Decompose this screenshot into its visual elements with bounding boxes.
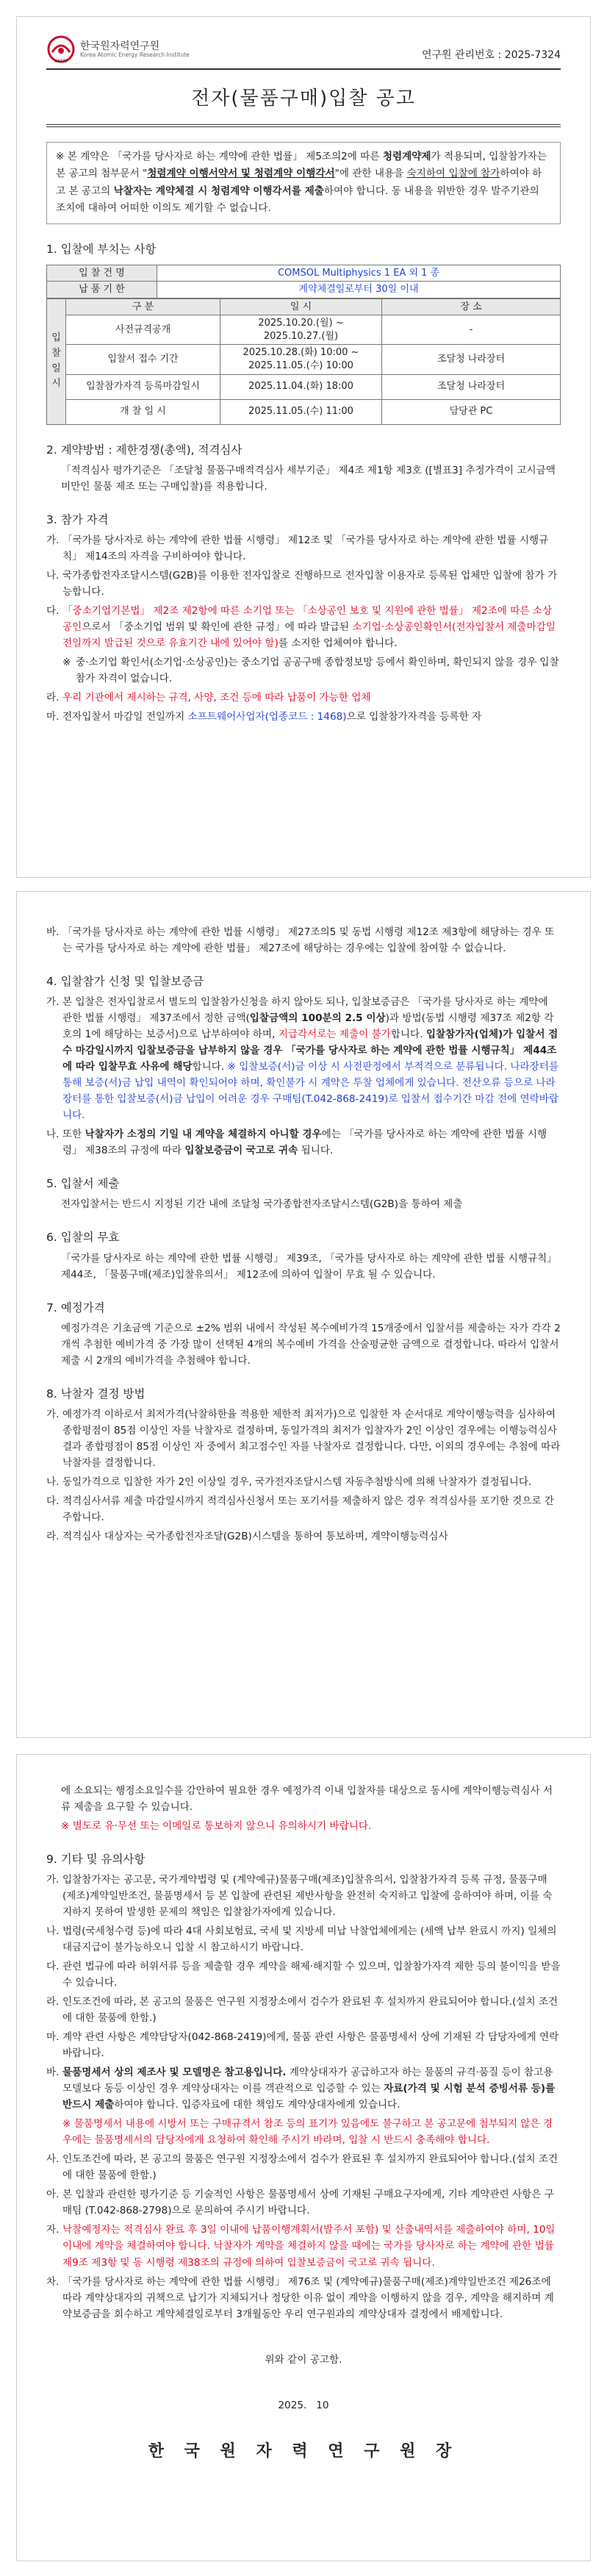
page-header (17, 17, 590, 64)
page-2 (16, 891, 591, 1738)
org-name-en: Korea Atomic Energy Research Institute (80, 51, 190, 58)
list-item: 다. 「중소기업기본법」 제2조 제2항에 따른 소기업 또는 「소상공인 보호 및 지원에 관한 법률」 제2조에 따른 소상공인으로서 「중소기업 범위 및 확인에 관한 규정」에 따라 발급된 소기업·소상공인확인서(전자입찰서 제출마감일 전일까지 발급된 것으로 유효기간 내에 있어야 함)를 소지한 업체여야 합니다. (46, 604, 556, 649)
list-item: 라. 적격심사 대상자는 국가종합전자조달(G2B)시스템을 통하여 통보하며, 계약이행능력심사 (46, 1530, 448, 1542)
svg-text:KAERI: KAERI (54, 59, 68, 64)
section-3-title: 3. 참가 자격 (46, 512, 109, 526)
bid-info-table (46, 265, 561, 298)
announcement-date: 2025. 10 (278, 2399, 329, 2411)
list-item: 바. 물품명세서 상의 제조사 및 모델명은 참고용입니다. 계약상대자가 공급하고자 하는 물품의 규격·품질 등이 참고용 모델보다 동등 이상인 경우 계약상대자는 이를 객관적으로 입증할 수 있는 자료(가격 및 시험 분석 증빙서류 등)를 반드시 제출하여야 합니다. 입증자료에 대한 책임도 계약상대자에게 있습니다. (46, 2067, 556, 2111)
table-row: 개 찰 일 시 2025.11.05.(수) 11:00 담당관 PC (47, 399, 561, 424)
list-item: 다. 적격심사서류 제출 마감일시까지 적격심사신청서 또는 포기서를 제출하지 않은 경우 적격심사를 포기한 것으로 간주합니다. (46, 1495, 555, 1523)
list-item: 마. 계약 관련 사항은 계약담당자(042-868-2419)에게, 물품 관련 사항은 물품명세서 상에 기재된 각 담당자에게 연락 바랍니다. (46, 2031, 559, 2060)
table-row: 입찰서 접수 기간 2025.10.28.(화) 10:00 ~ 2025.11.05.(수) 10:00 조달청 나라장터 (47, 345, 561, 374)
note-item: ※ 중·소기업 확인서(소기업·소상공인)는 중소기업 공공구매 종합정보망 등에서 확인하며, 확인되지 않을 경우 입찰 참가 자격이 없습니다. (62, 656, 559, 684)
title-divider (46, 124, 561, 127)
list-item: 사. 인도조건에 따라, 본 공고의 물품은 연구원 지정장소에서 검수가 완료된 후 설치까지 완료되어야 합니다.(설치 조건에 대한 물품에 한함.) (46, 2153, 558, 2182)
table-row: 입 찰 일 시 구 분 일 시 장 소 (47, 298, 561, 315)
list-item: 나. 동일가격으로 입찰한 자가 2인 이상일 경우, 국가전자조달시스템 자동추첨방식에 의해 낙찰자가 결정됩니다. (46, 1475, 532, 1488)
section-7-title: 7. 예정가격 (46, 1300, 105, 1314)
schedule-table (46, 298, 561, 425)
section-7-body: 예정가격은 기초금액 기준으로 ±2% 범위 내에서 작성된 복수예비가격 15개중에서 입찰서를 제출하는 자가 각각 2개씩 추첨한 예비가격 중 가장 많이 선택된 4개의 복수예비 가격을 산술평균한 금액으로 결정합니다. 따라서 입찰서 제출 시 2개의 예비가격을 추첨해야 합니다. (61, 1322, 561, 1367)
org-name: 한국원자력연구원 (80, 40, 160, 52)
list-item: 다. 관련 법규에 따라 허위서류 등을 제출할 경우 계약을 해제·해지할 수 있으며, 입찰참가자격 제한 등의 불이익을 받을 수 있습니다. (46, 1961, 561, 1989)
section-1-title: 1. 입찰에 부치는 사항 (46, 242, 157, 256)
list-item: 바. 「국가를 당사자로 하는 계약에 관한 법률 시행령」 제27조의5 및 동법 시행령 제12조 제3항에 해당하는 경우 또는 국가를 당사자로 하는 계약에 관한 법률」 제27조에 해당하는 경우에는 입찰에 참여할 수 없습니다. (46, 926, 555, 955)
section-6-body: 「국가를 당사자로 하는 계약에 관한 법률 시행령」 제39조, 「국가를 당사자로 하는 계약에 관한 법률 시행규칙」 제44조, 「물품구매(제조)입찰유의서」 제12조에 의하여 입찰이 무효 될 수 있습니다. (61, 1252, 557, 1281)
document-number: 연구원 관리번호 : 2025-7324 (421, 49, 561, 62)
section-6-title: 6. 입찰의 무효 (46, 1231, 120, 1245)
section-8-note: ※ 별도로 유·무선 또는 이메일로 통보하지 않으니 유의하시기 바랍니다. (61, 1820, 372, 1833)
closing-statement: 위와 같이 공고함. (265, 2353, 342, 2366)
list-item: 나. 법령(국세청수령 등)에 따라 4대 사회보험료, 국세 및 지방세 미납 낙찰업체에게는 (세액 납부 완료시 까지) 일체의 대금지급이 불가능하오니 입찰 시 참고하시기 바랍니다. (46, 1925, 557, 1954)
table-row: 사전규격공개 2025.10.20.(월) ~ 2025.10.27.(월) - (47, 315, 561, 345)
list-item: 나. 국가종합전자조달시스템(G2B)를 이용한 전자입찰로 진행하므로 전자입찰 이용자로 등록된 업체만 입찰에 참가 가능합니다. (46, 569, 558, 598)
note-item: ※ 물품명세서 내용에 시방서 또는 구매규격서 참조 등의 표기가 있음에도 불구하고 본 공고문에 첨부되지 않은 경우에는 물품명세서의 담당자에게 요청하여 확인해 주시기 바라며, 입찰 시 반드시 충족해야 합니다. (62, 2118, 553, 2147)
section-9-title: 9. 기타 및 유의사항 (46, 1853, 146, 1867)
list-item: 라. 인도조건에 따라, 본 공고의 물품은 연구원 지정장소에서 검수가 완료된 후 설치까지 완료되어야 합니다.(설치 조건에 대한 물품에 한함.) (46, 1996, 558, 2025)
table-row: 입찰참가자격 등록마감일시 2025.11.04.(화) 18:00 조달청 나라장터 (47, 374, 561, 399)
list-item: 가. 예정가격 이하로서 최저가격(낙찰하한율 적용한 제한적 최저가)으로 입찰한 자 순서대로 계약이행능력을 심사하여 종합평점이 85점 이상인 자를 낙찰자로 결정하며, 동일가격의 최저가 입찰자가 2인 이상인 경우에는 이행능력심사 결과 종합평점이 85점 이상인 자 중에서 최고점수인 자를 낙찰자로 결정합니다. 다만, 이외의 경우에는 추첨에 따라 낙찰자를 결정합니다. (46, 1408, 561, 1469)
section-2-title: 2. 계약방법 : 제한경쟁(총액), 적격심사 (46, 443, 243, 457)
header-divider (46, 68, 561, 70)
signature: 한 국 원 자 력 연 구 원 장 (148, 2441, 459, 2461)
section-4-title: 4. 입찰참가 신청 및 입찰보증금 (46, 975, 204, 989)
list-item: 가. 「국가를 당사자로 하는 계약에 관한 법률 시행령」 제12조 및 「국가를 당사자로 하는 계약에 관한 법률 시행규칙」 제14조의 자격을 구비하여야 합니다. (46, 534, 549, 562)
list-item: 마. 전자입찰서 마감일 전일까지 소프트웨어사업자(업종코드 : 1468)으로 입찰참가자격을 등록한 자 (46, 710, 482, 723)
section-8-title: 8. 낙찰자 결정 방법 (46, 1387, 146, 1400)
section-8-continued: 에 소요되는 행정소요일수를 감안하여 필요한 경우 예정가격 이내 입찰자를 대상으로 동시에 계약이행능력심사 서류 제출을 요구할 수 있습니다. (61, 1785, 553, 1814)
list-item: 자. 낙찰예정자는 적격심사 완료 후 3일 이내에 납품이행계획서(발주서 포함) 및 산출내역서를 제출하여야 하며, 10일 이내에 계약을 체결하여야 합니다. 낙찰자가 계약을 체결하지 않을 때에는 국가를 당사자로 하는 계약에 관한 법률 제9조 제3항 및 동 시행령 제38조의 규정에 의하여 입찰보증금이 국고로 귀속 됩니다. (46, 2224, 556, 2269)
list-item: 아. 본 입찰과 관련한 평가기준 등 기술적인 사항은 물품명세서 상에 기재된 구매요구자에게, 기타 계약관련 사항은 구매팀 (T.042-868-2798)으로 문의하여 주시기 바랍니다. (46, 2189, 554, 2217)
table-row: 납 품 기 한 계약체결일로부터 30일 이내 (47, 282, 561, 298)
schedule-label: 입 찰 일 시 (47, 298, 66, 424)
page-3 (16, 1754, 591, 2561)
section-5-body: 전자입찰서는 반드시 지정된 기간 내에 조달청 국가종합전자조달시스템(G2B)을 통하여 제출 (61, 1198, 463, 1211)
page-1 (16, 16, 591, 878)
kaeri-logo-icon (46, 35, 76, 64)
org-logo (46, 35, 190, 64)
page-title: 전자(물품구매)입찰 공고 (191, 87, 416, 110)
section-5-title: 5. 입찰서 제출 (46, 1177, 120, 1191)
list-item: 나. 또한 낙찰자가 소정의 기일 내 계약을 체결하지 아니할 경우에는 「국가를 당사자로 하는 계약에 관한 법률 시행령」 제38조의 규정에 따라 입찰보증금이 국고로 귀속 됩니다. (46, 1128, 547, 1157)
list-item: 차. 「국가를 당사자로 하는 계약에 관한 법률 시행령」 제76조 및 (계약예규)물품구매(제조)계약일반조건 제26조에 따라 계약상대자의 귀책으로 납기가 지체되거나 정당한 이유 없이 계약을 이행하지 않을 경우, 계약을 해지하며 계약보증금을 회수하고 계약체결일로부터 3개월동안 우리 연구원과의 계약상대자 결정에서 배제합니다. (46, 2275, 554, 2320)
list-item: 가. 본 입찰은 전자입찰로서 별도의 입찰참가신청을 하지 않아도 되나, 입찰보증금은 「국가를 당사자로 하는 계약에 관한 법률 시행령」 제37조에서 정한 금액(입찰금액의 100분의 2.5 이상)과 방법(동법 시행령 제37조 제2항 각호의 1에 해당하는 보증서)으로 납부하여야 하며, 지급각서로는 제출이 불가합니다. 입찰참가자(업체)가 입찰서 접수 마감일시까지 입찰보증금을 납부하지 않을 경우 「국가를 당사자로 하는 계약에 관한 법률 시행규칙」 제44조에 따라 입찰무효 사유에 해당합니다. ※ 입찰보증(서)금 이상 시 사전판정에서 부적격으로 분류됩니다. 나라장터를 통해 보증(서)금 납입 내역이 확인되어야 하며, 확인불가 시 계약은 투찰 업체에게 있습니다. 전산오류 등으로 나라장터를 통한 입찰보증(서)금 납입이 어려운 경우 구매팀(T.042-868-2419)로 입찰서 접수기간 마감 전에 연락바랍니다. (46, 996, 559, 1122)
section-2-body: 「적격심사 평가기준은 「조달청 물품구매적격심사 세부기준」 제4조 제1항 제3호 ([별표3] 추정가격이 고시금액 미만인 물품 제조 또는 구매입찰)를 적용합니다. (61, 464, 556, 493)
list-item: 라. 우리 기관에서 제시하는 규격, 사양, 조건 등에 따라 납품이 가능한 업체 (46, 691, 371, 704)
table-row: 입 찰 건 명 COMSOL Multiphysics 1 EA 외 1 종 (47, 265, 561, 282)
integrity-notice: ※ 본 계약은 「국가를 당사자로 하는 계약에 관한 법률」 제5조의2에 따른 청렴계약제가 적용되며, 입찰참가자는 본 공고의 첨부문서 "청렴계약 이행서약서 및 청렴계약 이행각서"에 관한 내용을 숙지하여 입찰에 참가하여야 하고 본 공고의 낙찰자는 계약체결 시 청렴계약 이행각서를 제출하여야 합니다. 동 내용을 위반한 경우 발주기관의 조치에 대하여 어떠한 이의도 제기할 수 없습니다. (46, 142, 561, 224)
list-item: 가. 입찰참가자는 공고문, 국가계약법령 및 (계약예규)물품구매(제조)입찰유의서, 입찰참가자격 등록 규정, 물품구매(제조)계약일반조건, 물품명세서 등 본 입찰에 관련된 제반사항을 완전히 숙지하고 입찰에 응하여야 하며, 이를 숙지하지 못하여 발생한 문제의 책임은 입찰참가자에게 있습니다. (46, 1874, 553, 1919)
